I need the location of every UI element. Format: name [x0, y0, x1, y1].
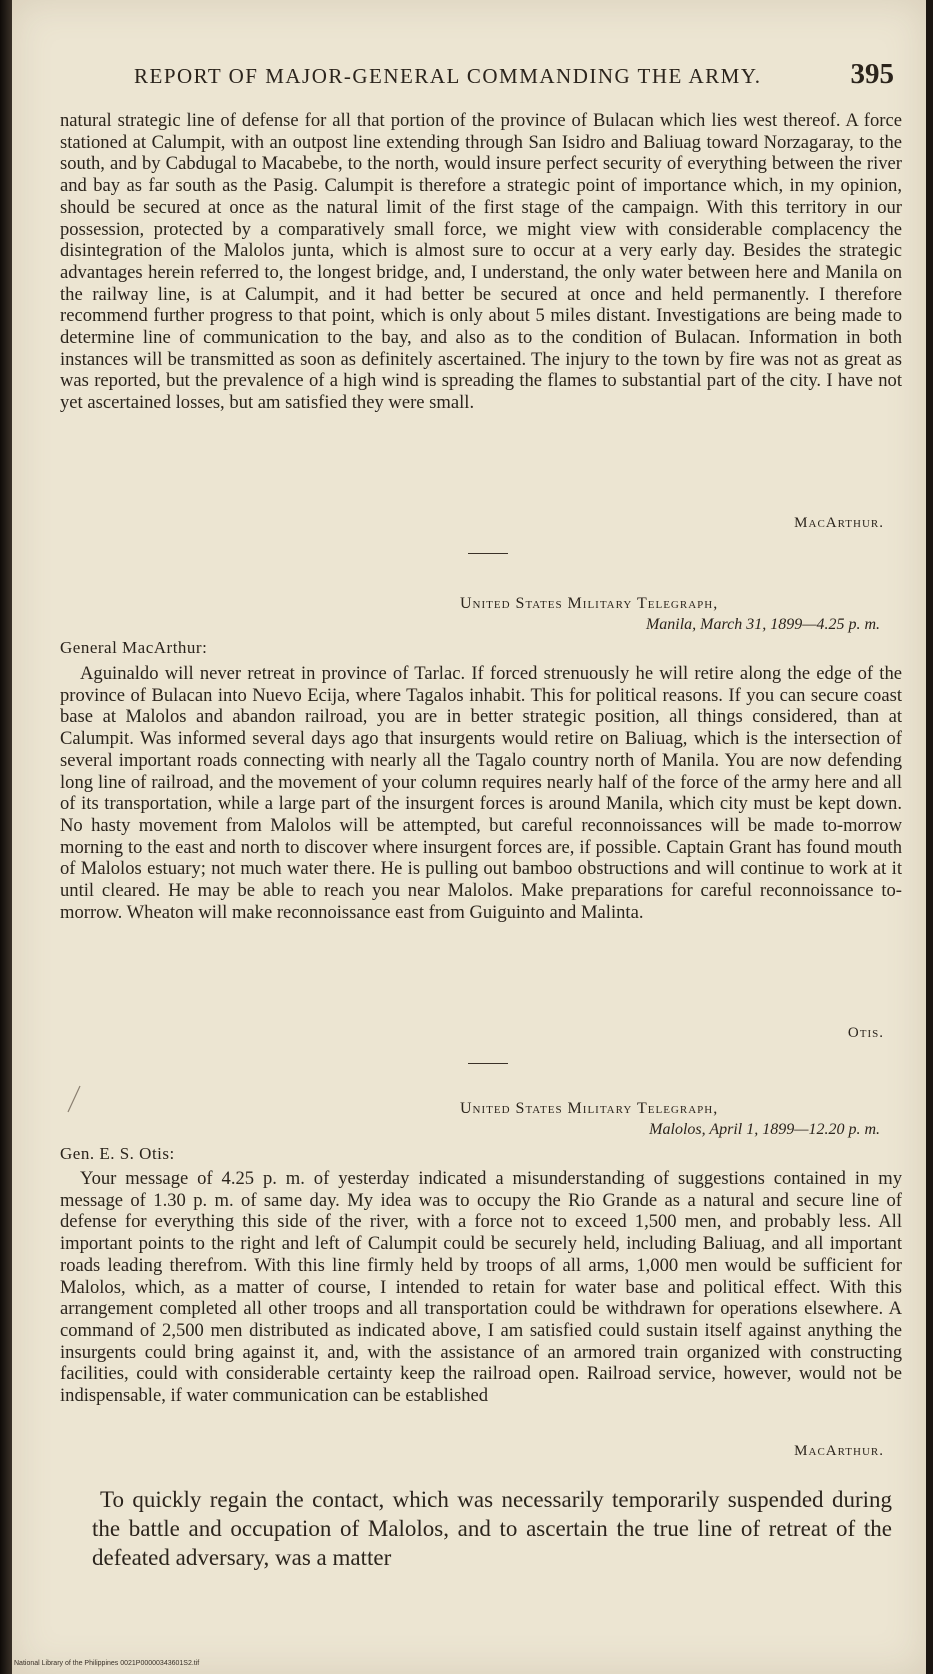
section-divider [468, 553, 508, 554]
telegram-1-salutation: General MacArthur: [60, 638, 208, 657]
running-title: REPORT OF MAJOR-GENERAL COMMANDING THE ARMY. [134, 64, 762, 88]
telegram-2-dateline: Malolos, April 1, 1899—12.20 p. m. [649, 1121, 880, 1138]
scan-left-edge [0, 0, 12, 1674]
signature-otis: Otis. [847, 1025, 884, 1041]
section-divider [468, 1063, 508, 1064]
telegram-2-title: United States Military Telegraph, [460, 1100, 719, 1117]
page-number: 395 [850, 58, 894, 90]
signature-macarthur-1: MacArthur. [794, 515, 884, 531]
document-page [12, 0, 926, 1674]
telegram-1-title: United States Military Telegraph, [460, 595, 719, 612]
closing-paragraph: To quickly regain the contact, which was necessarily temporarily suspended during the battle and occupation of Malolos, and to ascertain the true line of retreat of the defeated adversary, was a matter [92, 1487, 892, 1570]
telegram-1-body: Aguinaldo will never retreat in province of Tarlac. If forced strenuously he will retire along the edge of the province of Bulacan into Nuevo Ecija, where Tagalos inhabit. This for political reasons. If you can secure coast base at Malolos and abandon railroad, you are in better strategic position, all things considered, than at Calumpit. Was informed several days ago that insurgents would retire on Baliuag, which is the intersection of several important roads connecting with nearly all the Tagalo country north of Manila. You are now defending long line of railroad, and the movement of your column requires nearly half of the force of the army here and all of its transportation, while a large part of the insurgent forces is around Manila, which city must be kept down. No hasty movement from Malolos will be attempted, but careful reconnoissances will be made to-morrow morning to the east and north to discover where insurgent forces are, if possible. Captain Grant has found mouth of Malolos estuary; not much water there. He is pulling out bamboo obstructions and will continue to work at it until cleared. He may be able to reach you near Malolos. Make preparations for careful reconnoissance to-morrow. Wheaton will make reconnoissance east from Guiguinto and Malinta. [60, 663, 902, 923]
telegram-2-heading-block [460, 1098, 880, 1140]
telegram-2-body: Your message of 4.25 p. m. of yesterday indicated a misunderstanding of suggestions contained in my message of 1.30 p. m. of same day. My idea was to occupy the Rio Grande as a natural and secure line of defense for everything this side of the river, with a force not to exceed 1,500 men, and probably less. All important points to the right and left of Calumpit could be securely held, including Baliuag, and all important roads leading therefrom. With this line firmly held by troops of all arms, 1,000 men would be sufficient for Malolos, which, as a matter of course, I intended to retain for water base and political effect. With this arrangement completed all other troops and all transportation could be withdrawn for operations elsewhere. A command of 2,500 men distributed as indicated above, I am satisfied could sustain itself against anything the insurgents could bring against it, and, with the assistance of an armored train organized with constructing facilities, could with considerable certainty keep the railroad open. Railroad service, however, would not be indispensable, if water communication can be established [60, 1168, 902, 1407]
telegram-1-dateline: Manila, March 31, 1899—4.25 p. m. [645, 616, 880, 633]
telegram-1-heading-block [460, 593, 880, 635]
scan-footer-note: National Library of the Philippines 0021P00000343601S2.tif [14, 1660, 200, 1667]
report-continuation-paragraph: natural strategic line of defense for all that portion of the province of Bulacan which lies west thereof. A force stationed at Calumpit, with an outpost line extending through San Isidro and Baliuag toward Norzagaray, to the south, and by Cabdugal to Macabebe, to the north, would insure perfect security of everything between the river and bay as far south as the Pasig. Calumpit is therefore a strategic point of importance which, in my opinion, should be secured at once as the natural limit of the first stage of the campaign. With this territory in our possession, protected by a comparatively small force, we might view with considerable complacency the disintegration of the Malolos junta, which is almost sure to occur at a very early day. Besides the strategic advantages herein referred to, the longest bridge, and, I understand, the only water between here and Manila on the railway line, is at Calumpit, and it had better be secured at once and held permanently. I therefore recommend further progress to that point, which is only about 5 miles distant. Investigations are being made to determine line of communication to the bay, and also as to the condition of Bulacan. Information in both instances will be transmitted as soon as definitely ascertained. The injury to the town by fire was not as great as was reported, but the prevalence of a high wind is spreading the flames to substantial part of the city. I have not yet ascertained losses, but am satisfied they were small. [60, 110, 902, 414]
pencil-mark-icon [64, 1084, 82, 1114]
signature-macarthur-2: MacArthur. [794, 1443, 884, 1459]
telegram-2-salutation: Gen. E. S. Otis: [60, 1144, 175, 1163]
running-header [124, 58, 894, 98]
